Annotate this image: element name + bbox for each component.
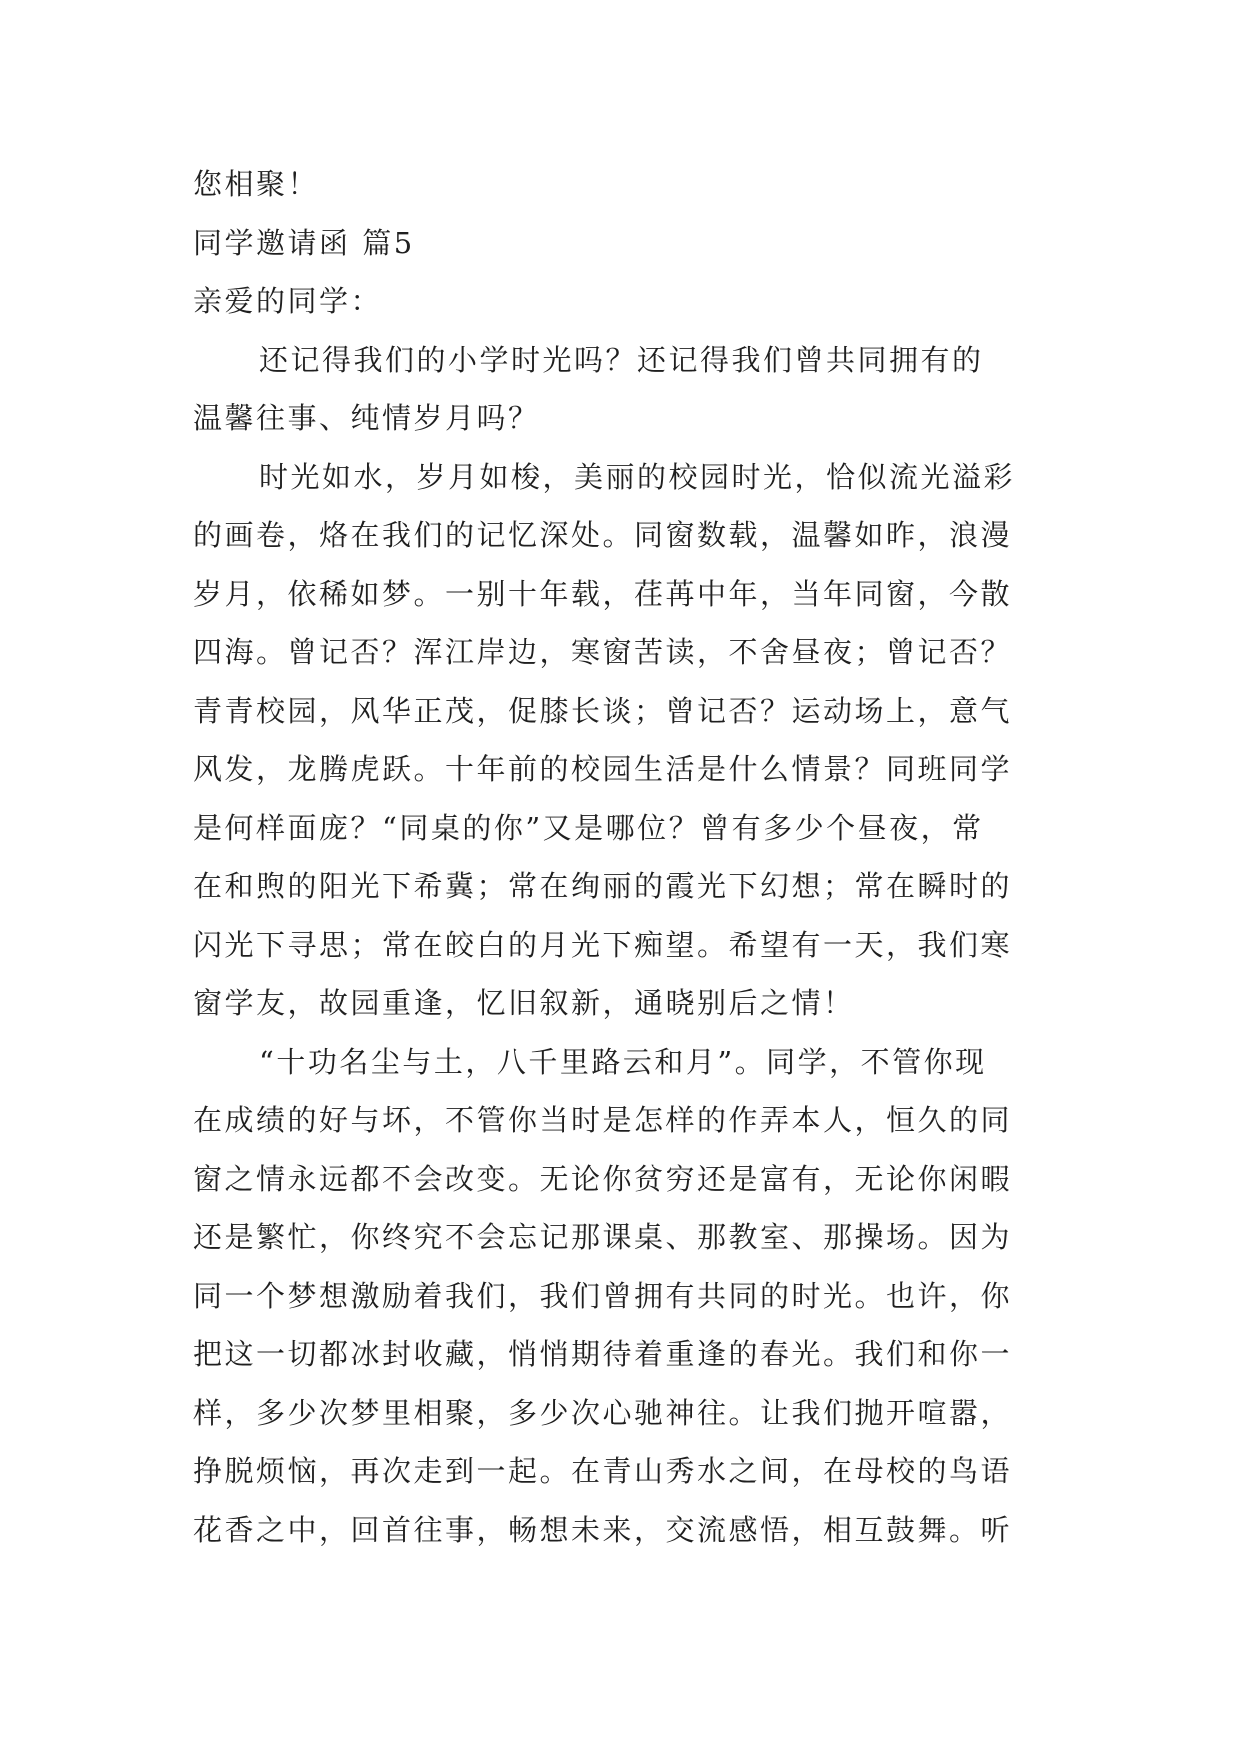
- text-line: 还是繁忙，你终究不会忘记那课桌、那教室、那操场。因为: [193, 1220, 1013, 1254]
- text-line: 窗之情永远都不会改变。无论你贫穷还是富有，无论你闲暇: [193, 1161, 1013, 1196]
- text-line: 的画卷，烙在我们的记忆深处。同窗数载，温馨如昨，浪漫: [193, 518, 1013, 552]
- text-line: 青青校园，风华正茂，促膝长谈；曾记否？运动场上，意气: [193, 693, 1013, 728]
- paragraph-first-line: “十功名尘与土，八千里路云和月”。同学，不管你现: [259, 1044, 987, 1079]
- paragraph-first-line: 时光如水，岁月如梭，美丽的校园时光，恰似流光溢彩: [259, 459, 1016, 494]
- text-line: 岁月，依稀如梦。一别十年载，荏苒中年，当年同窗，今散: [193, 576, 1013, 611]
- text-line: 四海。曾记否？浑江岸边，寒窗苦读，不舍昼夜；曾记否？: [193, 635, 1013, 669]
- text-line: 挣脱烦恼，再次走到一起。在青山秀水之间，在母校的鸟语: [193, 1454, 1013, 1488]
- section-heading: 同学邀请函 篇5: [193, 225, 415, 260]
- text-line: 样，多少次梦里相聚，多少次心驰神往。让我们抛开喧嚣，: [193, 1395, 1013, 1430]
- text-line: 同一个梦想激励着我们，我们曾拥有共同的时光。也许，你: [193, 1278, 1013, 1313]
- text-line: 您相聚！: [193, 167, 320, 201]
- text-line: 在和煦的阳光下希冀；常在绚丽的霞光下幻想；常在瞬时的: [193, 869, 1013, 903]
- text-line: 在成绩的好与坏，不管你当时是怎样的作弄本人，恒久的同: [193, 1103, 1013, 1137]
- paragraph-first-line: 还记得我们的小学时光吗？还记得我们曾共同拥有的: [259, 342, 984, 377]
- document-body: [193, 155, 1073, 1559]
- text-line: 是何样面庞？“同桌的你”又是哪位？曾有多少个昼夜，常: [193, 810, 984, 845]
- text-line: 风发，龙腾虎跃。十年前的校园生活是什么情景？同班同学: [193, 752, 1013, 786]
- text-line: 把这一切都冰封收藏，悄悄期待着重逢的春光。我们和你一: [193, 1337, 1013, 1371]
- text-line: 温馨往事、纯情岁月吗？: [193, 401, 540, 435]
- text-line: 闪光下寻思；常在皎白的月光下痴望。希望有一天，我们寒: [193, 927, 1013, 962]
- text-line: 花香之中，回首往事，畅想未来，交流感悟，相互鼓舞。听: [193, 1512, 1013, 1547]
- salutation: 亲爱的同学：: [193, 284, 383, 318]
- text-line: 窗学友，故园重逢，忆旧叙新，通晓别后之情！: [193, 986, 855, 1020]
